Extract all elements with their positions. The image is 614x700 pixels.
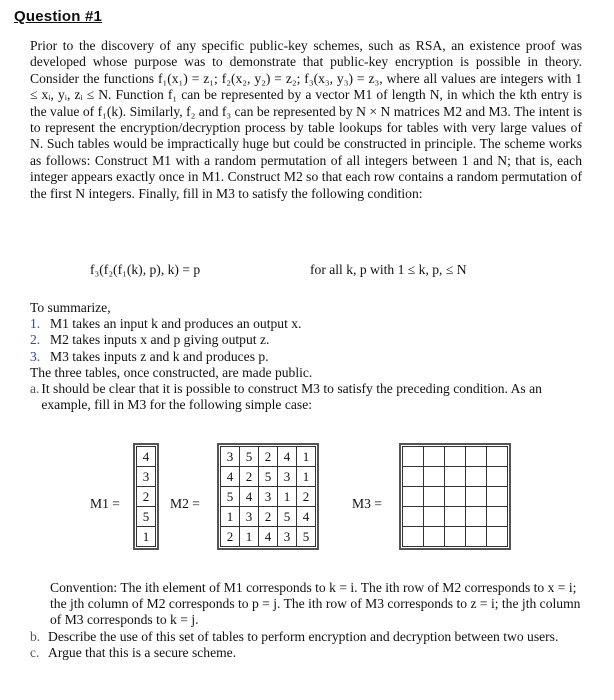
m3-label: M3 = (352, 496, 382, 511)
formula-condition: for all k, p with 1 ≤ k, p, ≤ N (310, 262, 467, 277)
tables-figure (90, 444, 550, 570)
summary-item-number: 1. (30, 316, 41, 332)
summary-item (30, 349, 590, 365)
m2-cell: 3 (240, 507, 259, 527)
m3-matrix (402, 446, 508, 547)
part-c-text: Argue that this is a secure scheme. (48, 644, 237, 660)
m3-empty-cell[interactable] (445, 487, 466, 507)
part-a (30, 381, 590, 413)
m2-cell: 2 (259, 447, 278, 467)
m1-cell: 1 (137, 527, 156, 547)
m3-empty-cell[interactable] (487, 447, 508, 467)
question-heading: Question #1 (14, 8, 103, 25)
m3-empty-cell[interactable] (466, 487, 487, 507)
m2-cell: 1 (297, 467, 316, 487)
m2-cell: 4 (240, 487, 259, 507)
m3-empty-cell[interactable] (445, 527, 466, 547)
summary-item-text: M1 takes an input k and produces an output x. (50, 316, 302, 332)
m2-cell: 4 (221, 467, 240, 487)
m3-empty-cell[interactable] (424, 467, 445, 487)
m1-label: M1 = (90, 496, 120, 511)
summary-item (30, 316, 590, 332)
summary-note: The three tables, once constructed, are made public. (30, 364, 313, 380)
m2-cell: 3 (278, 527, 297, 547)
part-a-text: It should be clear that it is possible to construct M3 to satisfy the preceding condition. As an example, fill in M3 for the following simple case: (41, 381, 542, 413)
m3-empty-cell[interactable] (487, 527, 508, 547)
m3-empty-cell[interactable] (466, 447, 487, 467)
m2-matrix (220, 446, 316, 547)
summary-item-text: M2 takes inputs x and p giving output z. (50, 332, 270, 348)
m3-empty-cell[interactable] (424, 527, 445, 547)
m2-label: M2 = (170, 496, 200, 511)
m2-cell: 4 (259, 527, 278, 547)
m3-empty-cell[interactable] (403, 507, 424, 527)
m2-cell: 4 (278, 447, 297, 467)
m1-cell: 5 (137, 507, 156, 527)
m2-cell: 2 (259, 507, 278, 527)
m2-cell: 3 (278, 467, 297, 487)
m2-cell: 5 (240, 447, 259, 467)
summary-item (30, 332, 590, 348)
m3-empty-cell[interactable] (487, 487, 508, 507)
convention-text: Convention: The ith element of M1 corresponds to k = i. The ith row of M2 corresponds to x = i; the jth column of M2 corresponds to p = j. The ith row of M3 corresponds to z = i; the jth column of M3 corresponds to k = j. (50, 580, 581, 628)
m2-cell: 2 (297, 487, 316, 507)
m2-cell: 1 (221, 507, 240, 527)
m3-empty-cell[interactable] (403, 487, 424, 507)
m2-cell: 4 (297, 507, 316, 527)
intro-paragraph (30, 38, 582, 202)
m2-cell: 3 (259, 487, 278, 507)
m3-empty-cell[interactable] (445, 447, 466, 467)
m2-cell: 5 (221, 487, 240, 507)
summary-intro: To summarize, (30, 300, 111, 315)
part-b (30, 629, 590, 645)
m3-empty-cell[interactable] (424, 447, 445, 467)
m2-cell: 2 (221, 527, 240, 547)
intro-text: Prior to the discovery of any specific public-key schemes, such as RSA, an existence proof was developed whose purpose was to demonstrate that public-key encryption is possible in theory. Consider the functions f₁(x₁) = z₁; f₂(x₂, y₂) = z₂; f₃(x₃, y₃) = z₃, where all values are integers with 1 ≤ xᵢ, yᵢ, zᵢ ≤ N. Function f₁ can be represented by a vector M1 of length N, in which the kth entry is the value of f₁(k). Similarly, f₂ and f₃ can be represented by N × N matrices M2 and M3. The intent is to represent the encryption/decryption process by table lookups for tables with very large values of N. Such tables would be impractically huge but could be constructed in principle. The scheme works as follows: Construct M1 with a random permutation of all integers between 1 and N; that is, each integer appears exactly once in M1. Construct M2 so that each row contains a random permutation of the first N integers. Finally, fill in M3 to satisfy the following condition: (30, 38, 582, 201)
part-b-letter: b. (30, 628, 41, 644)
m2-cell: 1 (297, 447, 316, 467)
m2-cell: 2 (240, 467, 259, 487)
m3-empty-cell[interactable] (487, 467, 508, 487)
formula-equation: f₃(f₂(f₁(k), p), k) = p (90, 262, 201, 277)
m1-cell: 3 (137, 467, 156, 487)
m2-cell: 1 (240, 527, 259, 547)
m3-empty-cell[interactable] (403, 447, 424, 467)
m3-empty-cell[interactable] (466, 527, 487, 547)
m3-empty-cell[interactable] (445, 467, 466, 487)
part-c (30, 645, 590, 661)
summary-item-number: 2. (30, 332, 41, 348)
summary-item-text: M3 takes inputs z and k and produces p. (50, 348, 269, 364)
part-c-letter: c. (30, 644, 40, 660)
m1-vector (136, 446, 156, 547)
m2-cell: 1 (278, 487, 297, 507)
m3-empty-cell[interactable] (403, 527, 424, 547)
m3-empty-cell[interactable] (445, 507, 466, 527)
m2-cell: 3 (221, 447, 240, 467)
m1-cell: 4 (137, 447, 156, 467)
summary-section (30, 300, 590, 413)
m3-empty-cell[interactable] (424, 507, 445, 527)
m2-cell: 5 (259, 467, 278, 487)
m1-cell: 2 (137, 487, 156, 507)
m3-empty-cell[interactable] (403, 467, 424, 487)
part-a-letter: a. (30, 381, 40, 397)
m3-empty-cell[interactable] (466, 467, 487, 487)
m3-empty-cell[interactable] (424, 487, 445, 507)
part-b-text: Describe the use of this set of tables to perform encryption and decryption between two users. (48, 628, 559, 644)
m3-empty-cell[interactable] (466, 507, 487, 527)
m3-empty-cell[interactable] (487, 507, 508, 527)
after-section (30, 580, 590, 661)
m2-cell: 5 (278, 507, 297, 527)
summary-item-number: 3. (30, 348, 41, 364)
m2-cell: 5 (297, 527, 316, 547)
